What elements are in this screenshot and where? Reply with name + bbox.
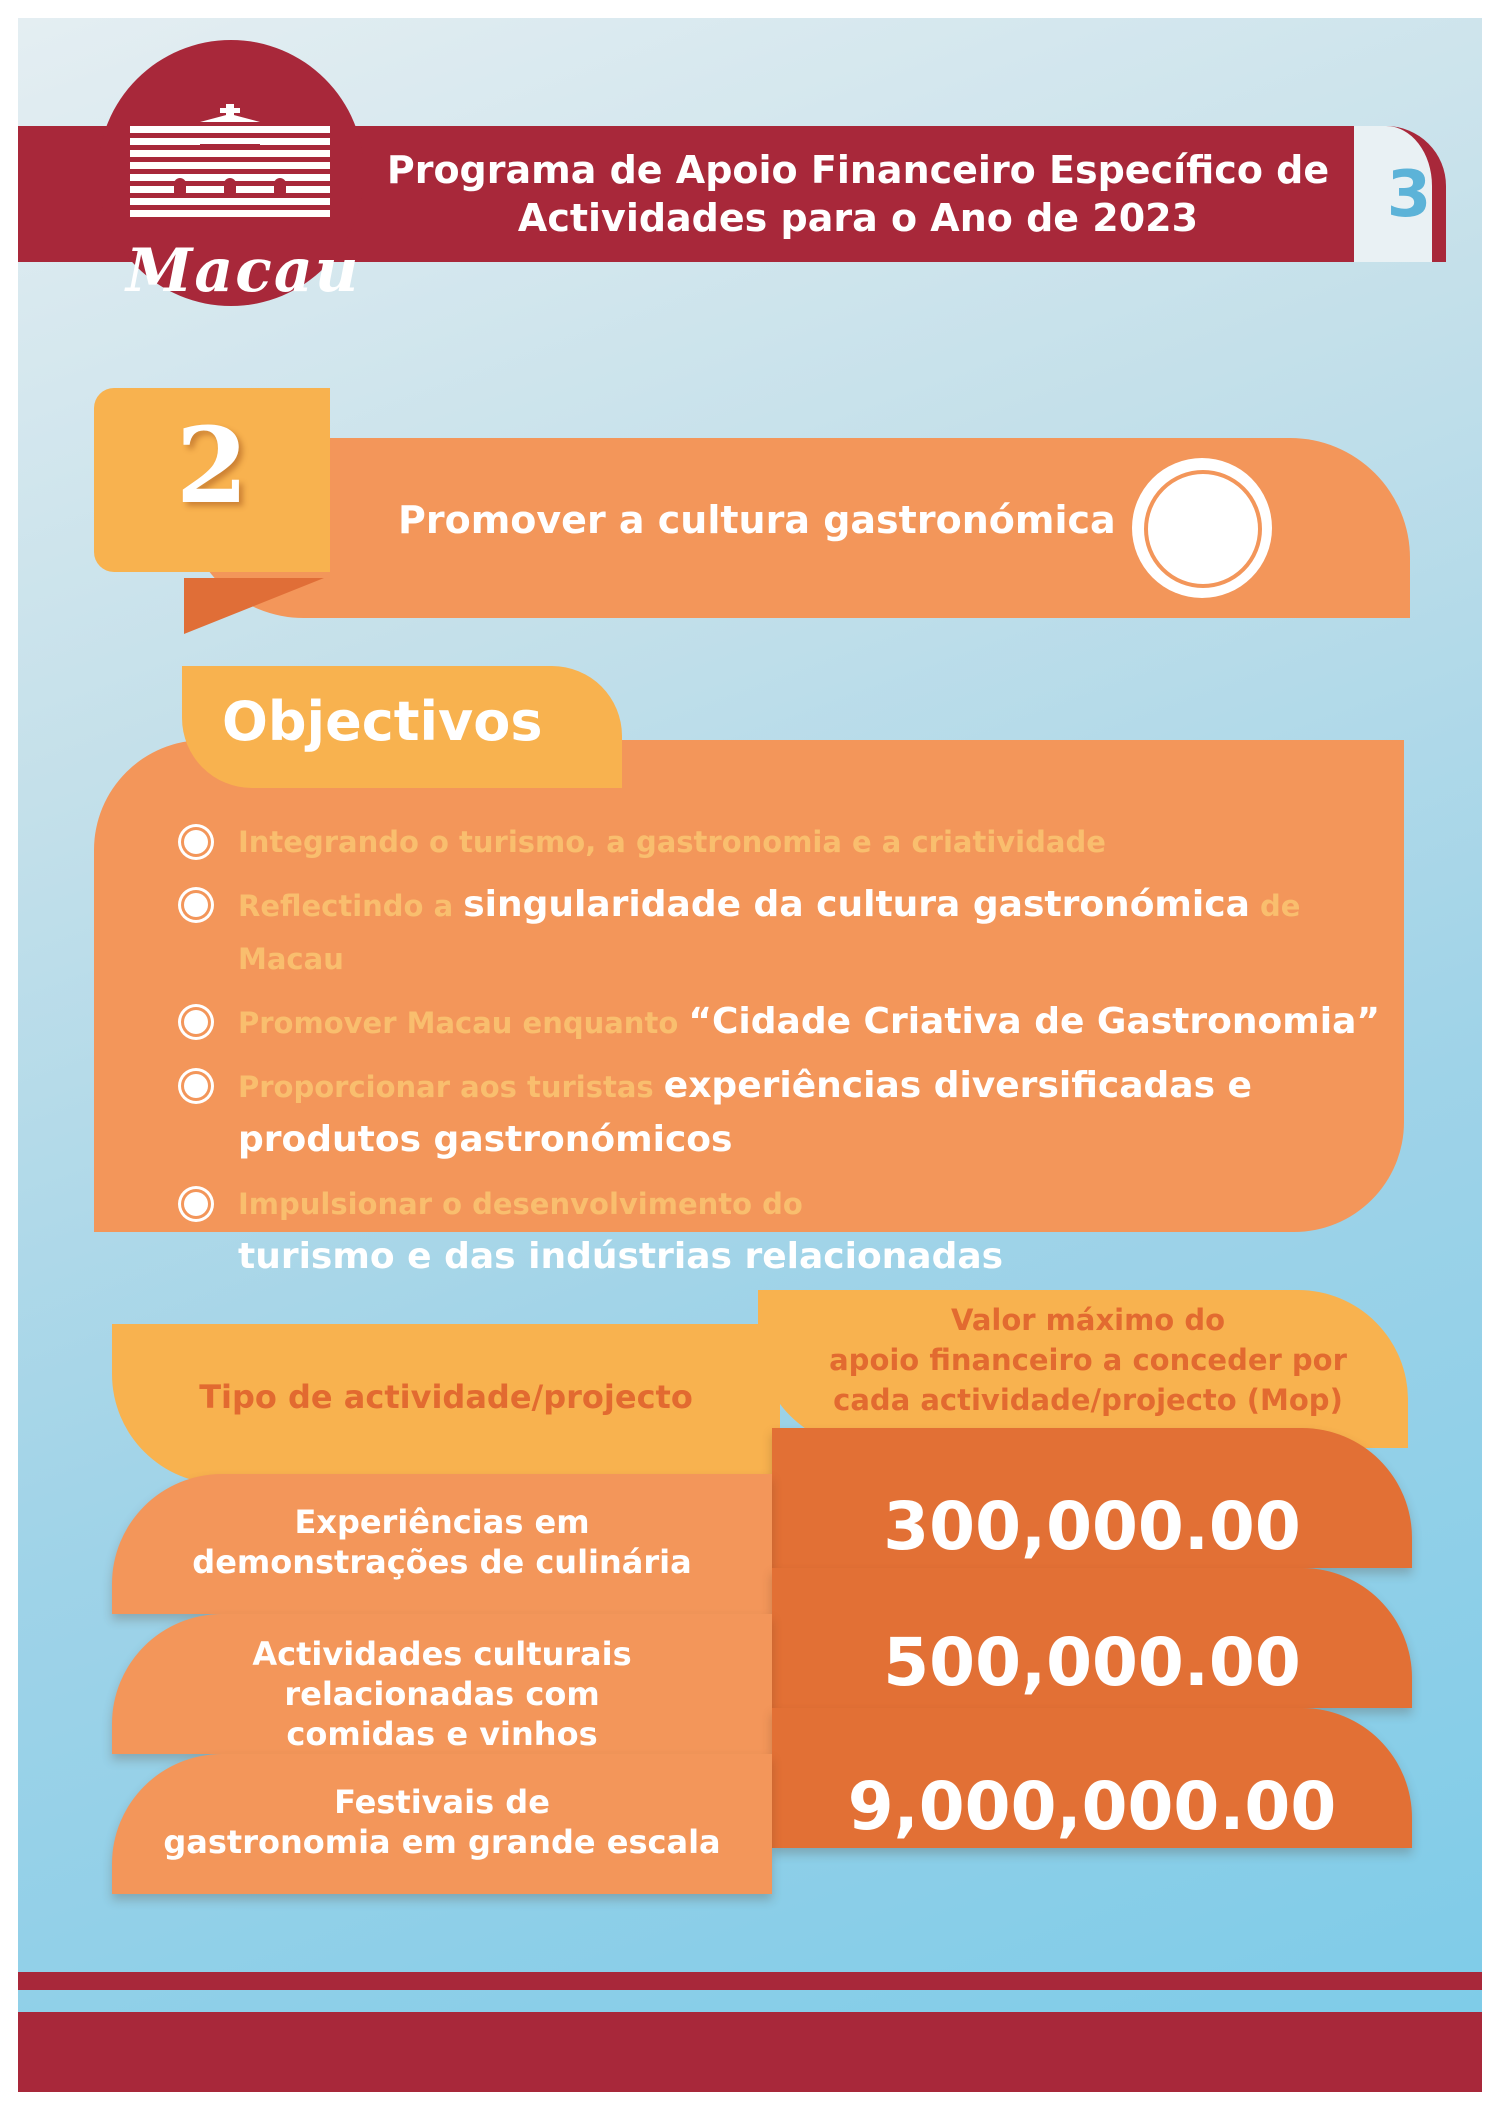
table-row-value: 300,000.00 [883,1488,1301,1565]
table-row-type [112,1502,772,1582]
row-type-line: Experiências em [294,1503,590,1541]
bullet-icon [184,1192,208,1216]
page [18,18,1482,2092]
objective-text-soft: Integrando o turismo, a gastronomia e a criatividade [238,825,1106,859]
objective-text-soft: Proporcionar aos turistas [238,1070,664,1104]
table-row-type [112,1782,772,1862]
footer-stripe [18,1972,1482,1990]
bullet-icon [184,1010,208,1034]
value-column-header [778,1300,1398,1420]
ruins-of-st-paul-icon [130,104,330,234]
table-row-type [112,1634,772,1754]
value-header-line3: cada actividade/projecto (Mop) [833,1383,1343,1417]
row-type-line: comidas e vinhos [286,1715,598,1753]
row-type-line: demonstrações de culinária [192,1543,692,1581]
bullet-icon [184,1074,208,1098]
objective-item [184,818,1384,871]
value-header-line1: Valor máximo do [950,1303,1226,1337]
row-type-line: relacionadas com [284,1675,600,1713]
objective-text-soft: Impulsionar o desenvolvimento do [238,1187,803,1221]
objective-item [184,1180,1384,1287]
page-title [358,146,1358,242]
objective-item [184,998,1384,1052]
objective-text-bold: experiências diversificadas e [663,1065,1252,1106]
row-type-line: Actividades culturais [252,1635,632,1673]
circle-icon [1132,458,1272,598]
objective-item [184,1062,1384,1170]
bullet-icon [184,893,208,917]
objectives-list [184,818,1384,1297]
objective-text-bold: turismo e das indústrias relacionadas [238,1236,1004,1277]
row-type-line: gastronomia em grande escala [163,1823,721,1861]
section-banner-fold [184,578,324,634]
table-row-value: 500,000.00 [883,1624,1301,1701]
value-header-line2: apoio financeiro a conceder por [829,1343,1347,1377]
page-title-line1: Programa de Apoio Financeiro Específico de [386,148,1330,192]
section-number: 2 [175,404,249,527]
type-column-header: Tipo de actividade/projecto [199,1378,693,1416]
page-number: 3 [1386,158,1432,232]
footer-band [18,2012,1482,2092]
row-type-line: Festivais de [334,1783,550,1821]
objectives-title: Objectivos [222,690,543,753]
objective-text-soft: Reflectindo a [238,889,464,923]
section-title: Promover a cultura gastronómica [398,498,1116,542]
logo-text: Macau [126,236,361,306]
objective-text-soft: de Macau [238,889,1301,976]
table-row-value: 9,000,000.00 [847,1768,1337,1845]
objective-item [184,881,1384,988]
page-title-line2: Actividades para o Ano de 2023 [517,196,1199,240]
objective-text-bold: produtos gastronómicos [238,1119,733,1160]
bullet-icon [184,830,208,854]
objective-text-bold: “Cidade Criativa de Gastronomia” [688,1001,1381,1042]
objective-text-bold: singularidade da cultura gastronómica [463,884,1250,925]
objective-text-soft: Promover Macau enquanto [238,1006,689,1040]
